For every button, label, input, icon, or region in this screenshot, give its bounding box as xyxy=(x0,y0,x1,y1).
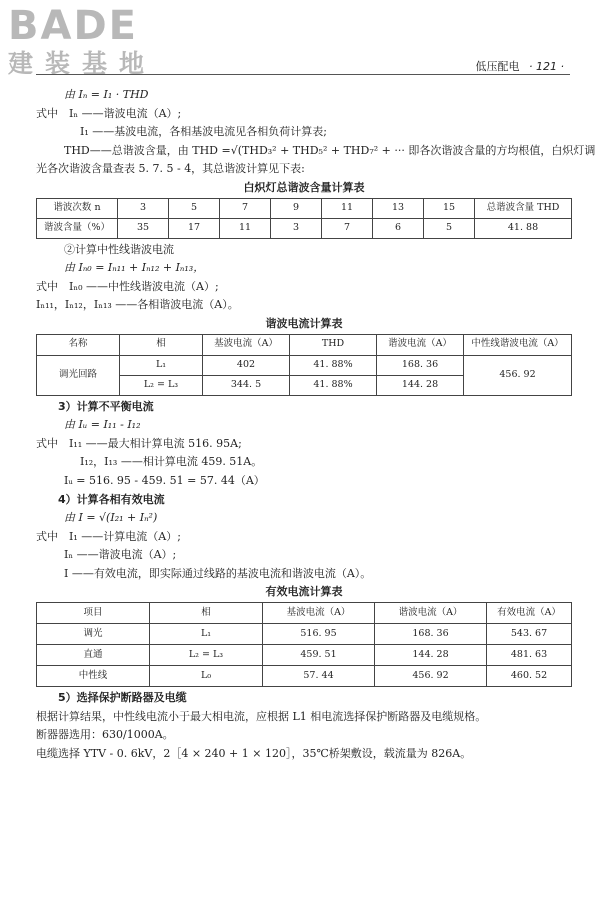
table-cell: 中性线 xyxy=(37,666,150,687)
logo-main-text: BADE xyxy=(8,3,138,49)
where-calc-current: 式中 I₁ ——计算电流（A）; xyxy=(36,529,181,543)
table-cell: 41. 88% xyxy=(290,355,377,375)
table-cell: 41. 88% xyxy=(290,375,377,395)
formula-neutral: 由 Iₙ₀ = Iₙ₁₁ + Iₙ₁₂ + Iₙ₁₃， xyxy=(64,261,205,275)
harmonic-current-table xyxy=(36,334,572,396)
formula-unbalance: 由 Iᵤ = I₁₁ - I₁₂ xyxy=(64,418,141,432)
where-phase-current: I₁₂，I₁₃ ——相计算电流 459. 51A。 xyxy=(80,455,263,469)
table-cell: 17 xyxy=(169,218,220,238)
column-header: 相 xyxy=(120,334,203,355)
column-header: 基波电流（A） xyxy=(263,603,375,624)
table-cell: 5 xyxy=(169,198,220,218)
table-header-row xyxy=(37,334,572,355)
step2-heading: ②计算中性线谐波电流 xyxy=(64,242,174,256)
where-phase-harmonic: Iₙ₁₁，Iₙ₁₂，Iₙ₁₃ ——各相谐波电流（A）。 xyxy=(36,298,239,312)
where-effective-current: I ——有效电流，即实际通过线路的基波电流和谐波电流（A）。 xyxy=(64,566,372,580)
where-harmonic-current: Iₙ ——谐波电流（A）; xyxy=(64,548,177,562)
where-base: I₁ ——基波电流，各相基波电流见各相负荷计算表; xyxy=(80,125,327,139)
table-cell: 344. 5 xyxy=(203,375,290,395)
table-cell: 11 xyxy=(220,218,271,238)
formula-harmonic: 由 Iₙ = I₁ · THD xyxy=(64,88,149,101)
table-cell: 460. 52 xyxy=(487,666,572,687)
where-neutral: 式中 Iₙ₀ ——中性线谐波电流（A）; xyxy=(36,279,219,293)
table-cell: 35 xyxy=(118,218,169,238)
table-row xyxy=(37,218,572,238)
table-row xyxy=(37,355,572,375)
table-cell: L₁ xyxy=(120,355,203,375)
step5-heading: 5）选择保护断路器及电缆 xyxy=(58,691,187,705)
table-cell: 5 xyxy=(424,218,475,238)
table3-title: 有效电流计算表 xyxy=(265,585,343,599)
calc-unbalance: Iᵤ = 516. 95 - 459. 51 = 57. 44（A） xyxy=(64,473,265,487)
table-cell: 7 xyxy=(322,218,373,238)
table-cell: 7 xyxy=(220,198,271,218)
table-cell: 总谐波含量 THD xyxy=(475,198,572,218)
table-cell: 144. 28 xyxy=(377,375,464,395)
table-cell: 57. 44 xyxy=(263,666,375,687)
table-cell: 9 xyxy=(271,198,322,218)
table-cell: 15 xyxy=(424,198,475,218)
table-cell: 516. 95 xyxy=(263,624,375,645)
logo-sub-text: 建装基地 xyxy=(8,49,157,78)
column-header: 谐波电流（A） xyxy=(377,334,464,355)
table-cell: 481. 63 xyxy=(487,645,572,666)
table-cell: 459. 51 xyxy=(263,645,375,666)
cable-selection: 电缆选择 YTV - 0. 6kV，2［4 × 240 + 1 × 120］，35℃桥架敷设，载流量为 826A。 xyxy=(36,746,472,760)
table-cell: 调光 xyxy=(37,624,150,645)
table-cell: L₂ = L₃ xyxy=(120,375,203,395)
table-row xyxy=(37,624,572,645)
table-cell: 456. 92 xyxy=(464,355,572,395)
page-body xyxy=(36,86,596,763)
column-header: 名称 xyxy=(37,334,120,355)
column-header: 项目 xyxy=(37,603,150,624)
formula-effective: 由 I = √(I₂₁ + Iₙ²) xyxy=(64,511,158,525)
section-title: 低压配电 xyxy=(475,60,520,73)
table-cell: 41. 88 xyxy=(475,218,572,238)
header-rule xyxy=(36,74,570,75)
table-cell: 168. 36 xyxy=(377,355,464,375)
running-header xyxy=(476,58,564,74)
table-cell: L₂ = L₃ xyxy=(150,645,263,666)
breaker-selection: 断器器选用：630/1000A。 xyxy=(36,728,174,742)
table2-title: 谐波电流计算表 xyxy=(265,316,343,330)
table-cell: 谐波次数 n xyxy=(37,198,118,218)
thd-paragraph-2: 光各次谐波含量查表 5. 7. 5 - 4，其总谐波计算见下表: xyxy=(36,162,305,176)
thd-paragraph-1: THD——总谐波含量，由 THD =√(THD₃² + THD₅² + THD₇² + ··· 即各次谐波含量的方均根值，白炽灯调 xyxy=(64,143,596,157)
effective-current-table xyxy=(36,602,572,687)
thd-table xyxy=(36,198,572,239)
table-row xyxy=(37,198,572,218)
table-cell: 13 xyxy=(373,198,424,218)
where-harmonic: 式中 Iₙ ——谐波电流（A）; xyxy=(36,106,182,120)
logo xyxy=(8,4,156,78)
step4-heading: 4）计算各相有效电流 xyxy=(58,492,165,506)
table1-title: 白炽灯总谐波含量计算表 xyxy=(243,180,365,194)
where-max-phase: 式中 I₁₁ ——最大相计算电流 516. 95A; xyxy=(36,436,242,450)
table-cell: 调光回路 xyxy=(37,355,120,395)
table-cell: 谐波含量（%） xyxy=(37,218,118,238)
step3-heading: 3）计算不平衡电流 xyxy=(58,399,154,413)
table-header-row xyxy=(37,603,572,624)
column-header: 中性线谐波电流（A） xyxy=(464,334,572,355)
table-row xyxy=(37,645,572,666)
column-header: THD xyxy=(290,334,377,355)
table-cell: 543. 67 xyxy=(487,624,572,645)
table-cell: L₁ xyxy=(150,624,263,645)
table-cell: 直通 xyxy=(37,645,150,666)
column-header: 有效电流（A） xyxy=(487,603,572,624)
column-header: 基波电流（A） xyxy=(203,334,290,355)
table-cell: 11 xyxy=(322,198,373,218)
table-cell: 3 xyxy=(271,218,322,238)
table-cell: L₀ xyxy=(150,666,263,687)
column-header: 谐波电流（A） xyxy=(375,603,487,624)
table-cell: 456. 92 xyxy=(375,666,487,687)
table-row xyxy=(37,666,572,687)
page-number: · 121 · xyxy=(529,60,564,73)
column-header: 相 xyxy=(150,603,263,624)
table-cell: 168. 36 xyxy=(375,624,487,645)
table-cell: 6 xyxy=(373,218,424,238)
table-cell: 402 xyxy=(203,355,290,375)
conclusion-paragraph: 根据计算结果，中性线电流小于最大相电流，应根据 L1 相电流选择保护断路器及电缆规格。 xyxy=(36,709,487,723)
table-cell: 3 xyxy=(118,198,169,218)
table-cell: 144. 28 xyxy=(375,645,487,666)
